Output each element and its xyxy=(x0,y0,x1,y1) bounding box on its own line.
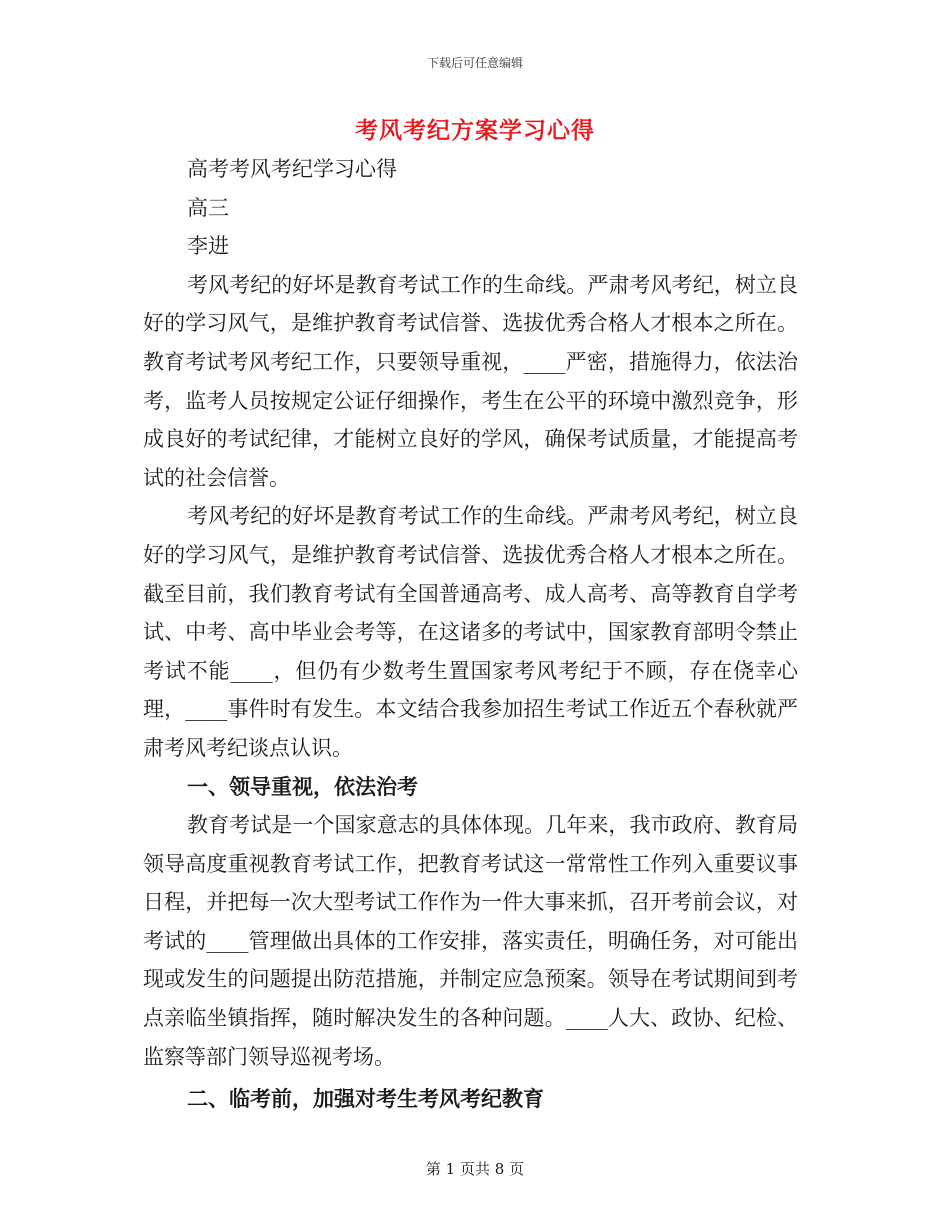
page-footer: 第 1 页共 8 页 xyxy=(425,1160,525,1178)
header-note: 下载后可任意编辑 xyxy=(426,56,523,70)
document-body xyxy=(143,150,798,1119)
document-title: 考风考纪方案学习心得 xyxy=(355,117,595,144)
section-1-heading: 一、领导重视，依法治考 xyxy=(187,773,418,799)
section-1-paragraph: 教育考试是一个国家意志的具体体现。几年来，我市政府、教育局领导高度重视教育考试工作，把教育考试这一常常性工作列入重要议事日程，并把每一次大型考试工作作为一件大事来抓，召开考前会议，对考试的____管理做出具体的工作安排，落实责任，明确任务，对可能出现或发生的问题提出防范措施，并制定应急预案。领导在考试期间到考点亲临坐镇指挥，随时解决发生的各种问题。____人大、政协、纪检、监察等部门领导巡视考场。 xyxy=(143,813,798,1069)
section-2-heading: 二、临考前，加强对考生考风考纪教育 xyxy=(187,1086,544,1112)
paragraph-1: 考风考纪的好坏是教育考试工作的生命线。严肃考风考纪，树立良好的学习风气，是维护教育考试信誉、选拔优秀合格人才根本之所在。教育考试考风考纪工作，只要领导重视，____严密，措施得力，依法治考，监考人员按规定公证仔细操作，考生在公平的环境中激烈竞争，形成良好的考试纪律，才能树立良好的学风，确保考试质量，才能提高考试的社会信誉。 xyxy=(143,272,798,490)
intro-subtitle: 高考考风考纪学习心得 xyxy=(187,157,397,181)
intro-grade: 高三 xyxy=(187,195,229,220)
intro-author: 李进 xyxy=(187,234,229,259)
paragraph-2: 考风考纪的好坏是教育考试工作的生命线。严肃考风考纪，树立良好的学习风气，是维护教育考试信誉、选拔优秀合格人才根本之所在。截至目前，我们教育考试有全国普通高考、成人高考、高等教育自学考试、中考、高中毕业会考等，在这诸多的考试中，国家教育部明令禁止考试不能____，但仍有少数考生置国家考风考纪于不顾，存在侥幸心理，____事件时有发生。本文结合我参加招生考试工作近五个春秋就严肃考风考纪谈点认识。 xyxy=(143,504,798,760)
